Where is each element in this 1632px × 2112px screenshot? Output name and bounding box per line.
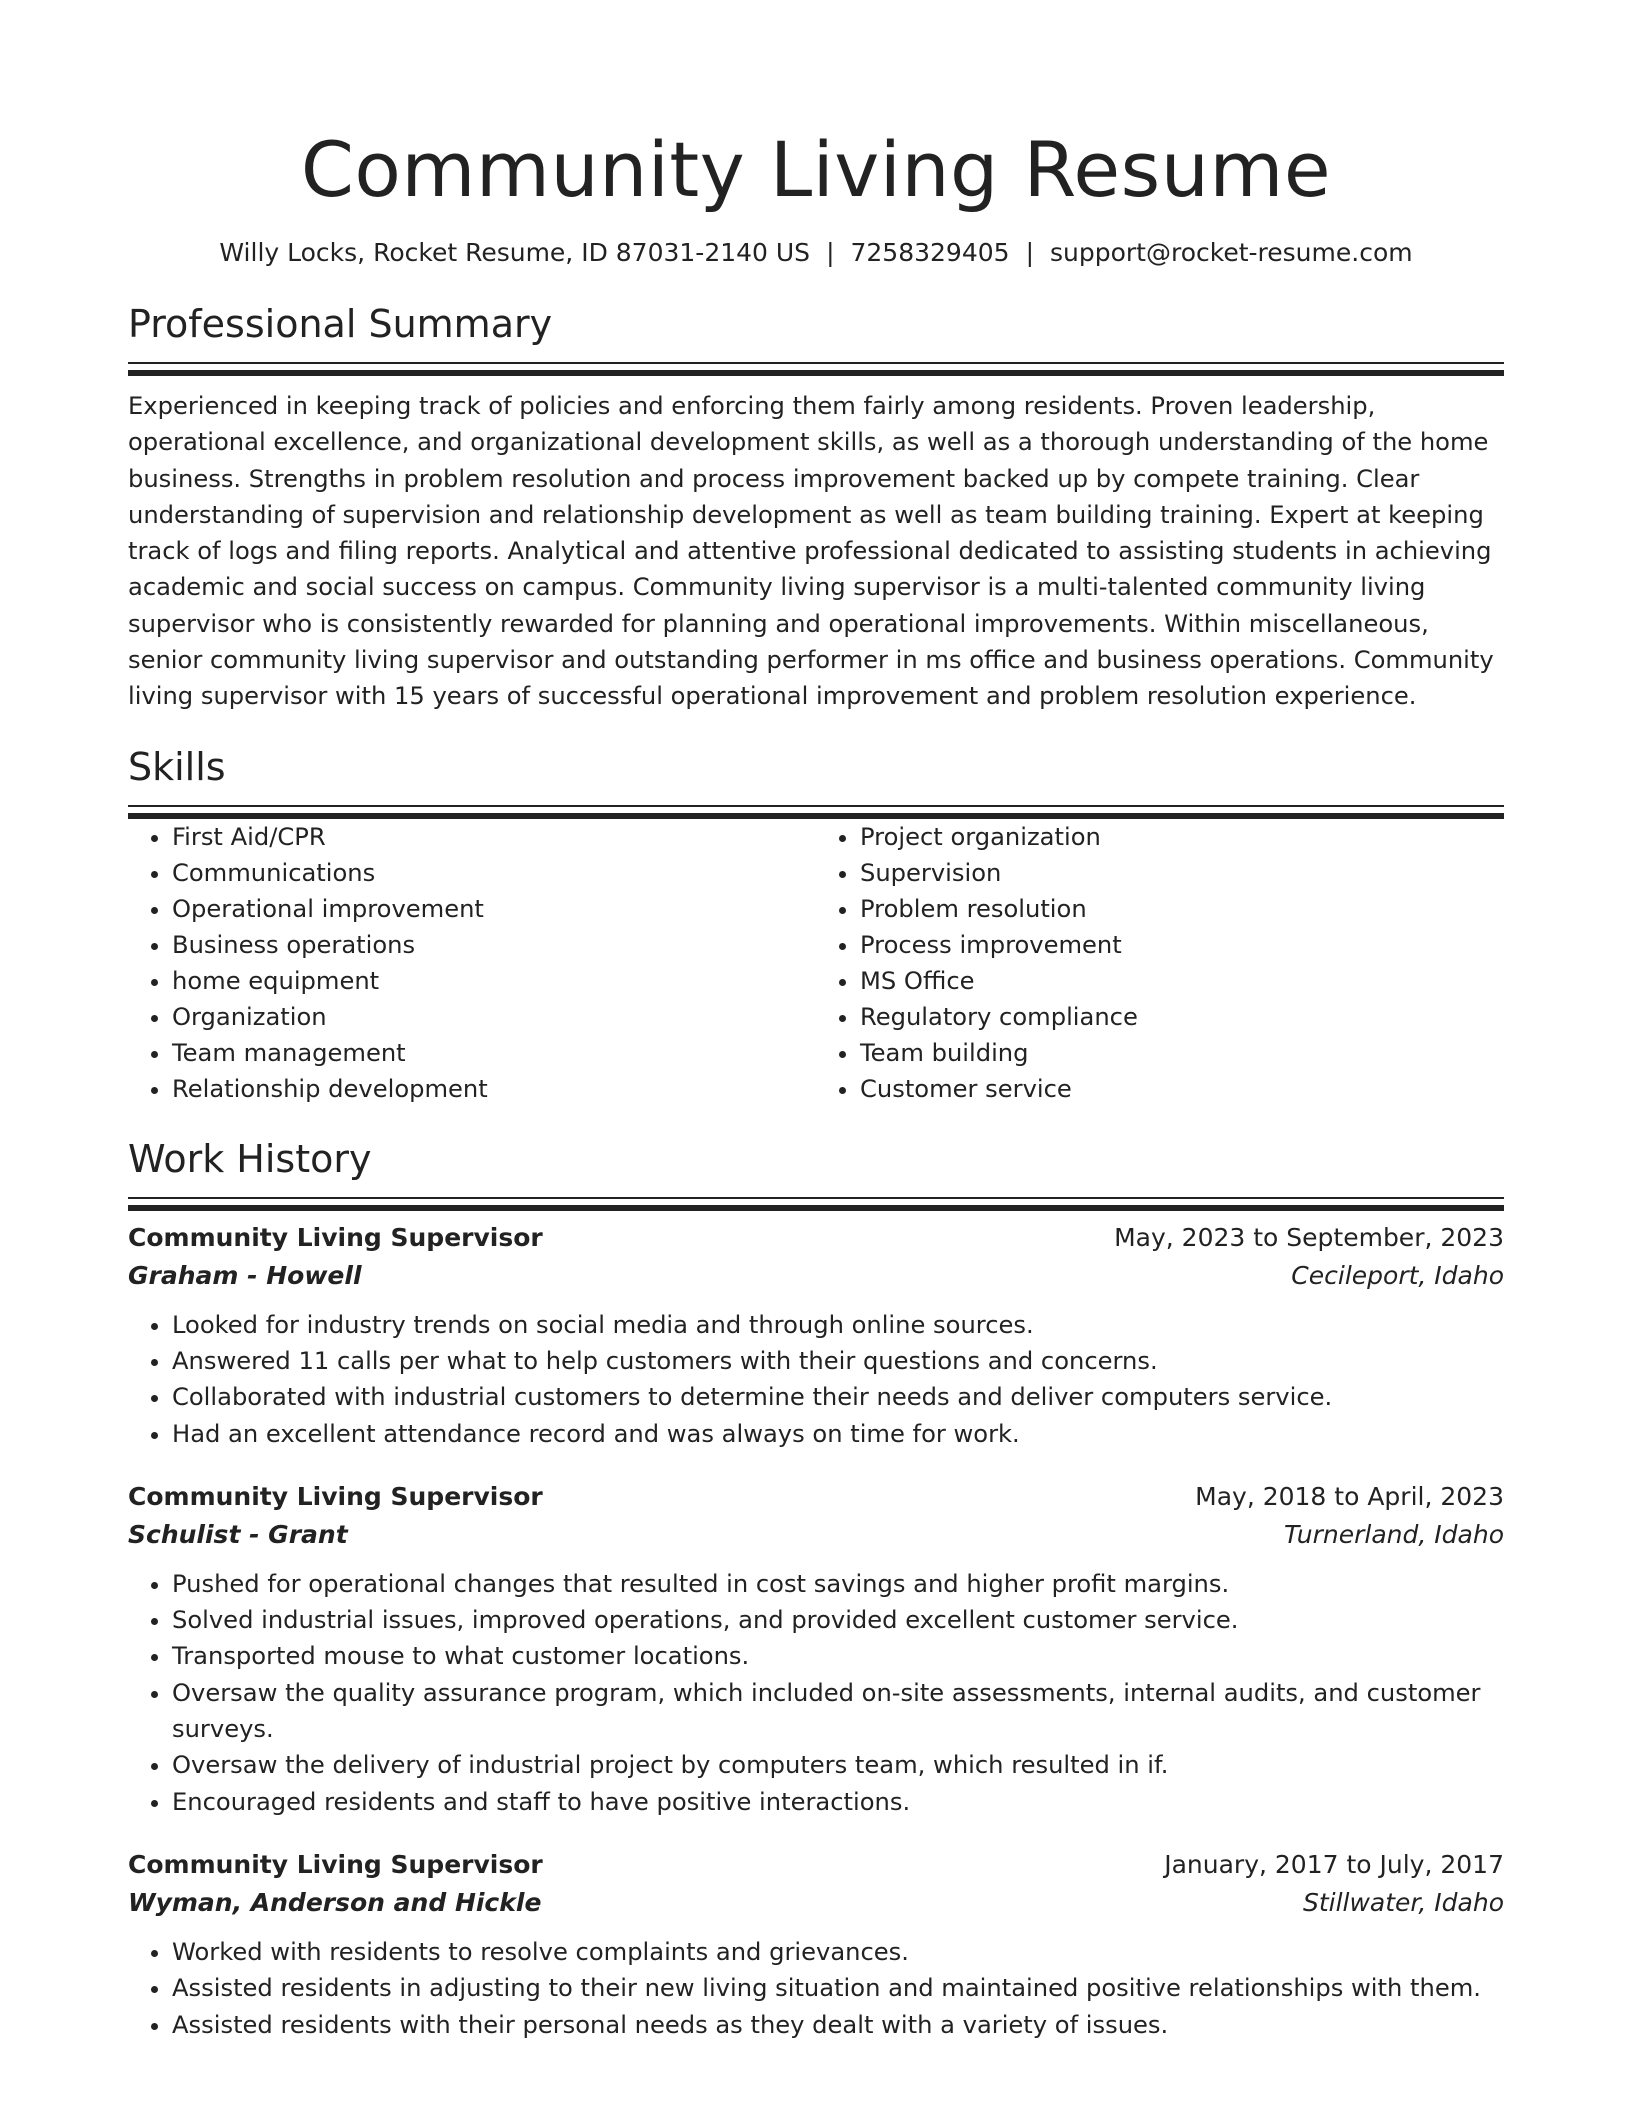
- job-title: Community Living Supervisor: [128, 1849, 543, 1879]
- job-header-row: [128, 1478, 1504, 1516]
- job-header-row: [128, 1846, 1504, 1884]
- contact-address: Willy Locks, Rocket Resume, ID 87031-2140 US: [219, 238, 811, 267]
- skill-item: • MS Office: [860, 963, 1504, 999]
- job-bullet: • Transported mouse to what customer locations.: [172, 1638, 1504, 1674]
- skill-item: • Regulatory compliance: [860, 999, 1504, 1035]
- job-bullet: • Encouraged residents and staff to have positive interactions.: [172, 1784, 1504, 1820]
- skill-item: • Supervision: [860, 855, 1504, 891]
- skill-item: • First Aid/CPR: [172, 819, 816, 855]
- skill-item: • Relationship development: [172, 1071, 816, 1107]
- job-company: Graham - Howell: [128, 1260, 362, 1290]
- skills-list-right: [816, 819, 1504, 1107]
- job-company-row: [128, 1257, 1504, 1295]
- summary-text: Experienced in keeping track of policies and enforcing them fairly among residents. Proven leadership, operational excellence, and organizational development skills, as well as a thorough understanding of the home business. Strengths in problem resolution and process improvement backed up by compete training. Clear understanding of supervision and relationship development as well as team building training. Expert at keeping track of logs and filing reports. Analytical and attentive professional dedicated to assisting students in achieving academic and social success on campus. Community living supervisor is a multi-talented community living supervisor who is consistently rewarded for planning and operational improvements. Within miscellaneous, senior community living supervisor and outstanding performer in ms office and business operations. Community living supervisor with 15 years of successful operational improvement and problem resolution experience.: [128, 392, 1494, 711]
- job-entry: [128, 1846, 1504, 2043]
- section-divider: [128, 362, 1504, 364]
- skills-columns: [128, 819, 1504, 1107]
- job-dates: January, 2017 to July, 2017: [1164, 1849, 1504, 1879]
- job-entry: [128, 1219, 1504, 1452]
- skill-item: • Organization: [172, 999, 816, 1035]
- job-location: Stillwater, Idaho: [1302, 1887, 1504, 1917]
- section-divider: [128, 805, 1504, 807]
- skill-item: • home equipment: [172, 963, 816, 999]
- resume-title: Community Living Resume: [300, 125, 1332, 214]
- job-bullet: • Pushed for operational changes that resulted in cost savings and higher profit margins.: [172, 1566, 1504, 1602]
- section-heading-summary: Professional Summary: [128, 302, 553, 346]
- skills-section: [128, 743, 1504, 1107]
- job-bullet: • Solved industrial issues, improved operations, and provided excellent customer service.: [172, 1602, 1504, 1638]
- job-bullet: • Looked for industry trends on social media and through online sources.: [172, 1307, 1504, 1343]
- skill-item: • Process improvement: [860, 927, 1504, 963]
- section-divider: [128, 1197, 1504, 1199]
- job-company-row: [128, 1884, 1504, 1922]
- skill-item: • Customer service: [860, 1071, 1504, 1107]
- job-title: Community Living Supervisor: [128, 1481, 543, 1511]
- contact-separator: |: [1025, 238, 1034, 267]
- job-dates: May, 2023 to September, 2023: [1114, 1222, 1504, 1252]
- contact-email: support@rocket-resume.com: [1050, 238, 1413, 267]
- job-company: Wyman, Anderson and Hickle: [128, 1887, 542, 1917]
- job-bullet: • Had an excellent attendance record and was always on time for work.: [172, 1416, 1504, 1452]
- work-history-section: [128, 1135, 1504, 2043]
- job-bullets: [128, 1307, 1504, 1452]
- skill-item: • Problem resolution: [860, 891, 1504, 927]
- job-bullets: [128, 1566, 1504, 1820]
- skills-list-left: [128, 819, 816, 1107]
- job-dates: May, 2018 to April, 2023: [1195, 1481, 1504, 1511]
- section-heading-skills: Skills: [128, 744, 226, 789]
- job-header-row: [128, 1219, 1504, 1257]
- skill-item: • Communications: [172, 855, 816, 891]
- job-location: Turnerland, Idaho: [1284, 1519, 1504, 1549]
- job-bullet: • Assisted residents in adjusting to their new living situation and maintained positive relationships with them.: [172, 1970, 1504, 2006]
- job-bullet: • Assisted residents with their personal needs as they dealt with a variety of issues.: [172, 2007, 1504, 2043]
- contact-phone: 7258329405: [850, 238, 1010, 267]
- job-bullet: • Oversaw the delivery of industrial project by computers team, which resulted in if.: [172, 1747, 1504, 1783]
- skill-item: • Operational improvement: [172, 891, 816, 927]
- job-bullet: • Worked with residents to resolve complaints and grievances.: [172, 1934, 1504, 1970]
- contact-line: [128, 236, 1504, 270]
- job-company-row: [128, 1516, 1504, 1554]
- job-title: Community Living Supervisor: [128, 1222, 543, 1252]
- job-bullets: [128, 1934, 1504, 2043]
- skill-item: • Business operations: [172, 927, 816, 963]
- job-company: Schulist - Grant: [128, 1519, 348, 1549]
- skill-item: • Team building: [860, 1035, 1504, 1071]
- summary-section: [128, 300, 1504, 715]
- contact-separator: |: [826, 238, 835, 267]
- section-heading-work-history: Work History: [128, 1136, 372, 1181]
- job-entry: [128, 1478, 1504, 1820]
- resume-page: [128, 0, 1504, 2043]
- job-bullet: • Answered 11 calls per what to help customers with their questions and concerns.: [172, 1343, 1504, 1379]
- job-location: Cecileport, Idaho: [1291, 1260, 1504, 1290]
- skill-item: • Team management: [172, 1035, 816, 1071]
- skill-item: • Project organization: [860, 819, 1504, 855]
- job-bullet: • Oversaw the quality assurance program, which included on-site assessments, internal audits, and customer surveys.: [172, 1675, 1504, 1748]
- job-bullet: • Collaborated with industrial customers to determine their needs and deliver computers service.: [172, 1379, 1504, 1415]
